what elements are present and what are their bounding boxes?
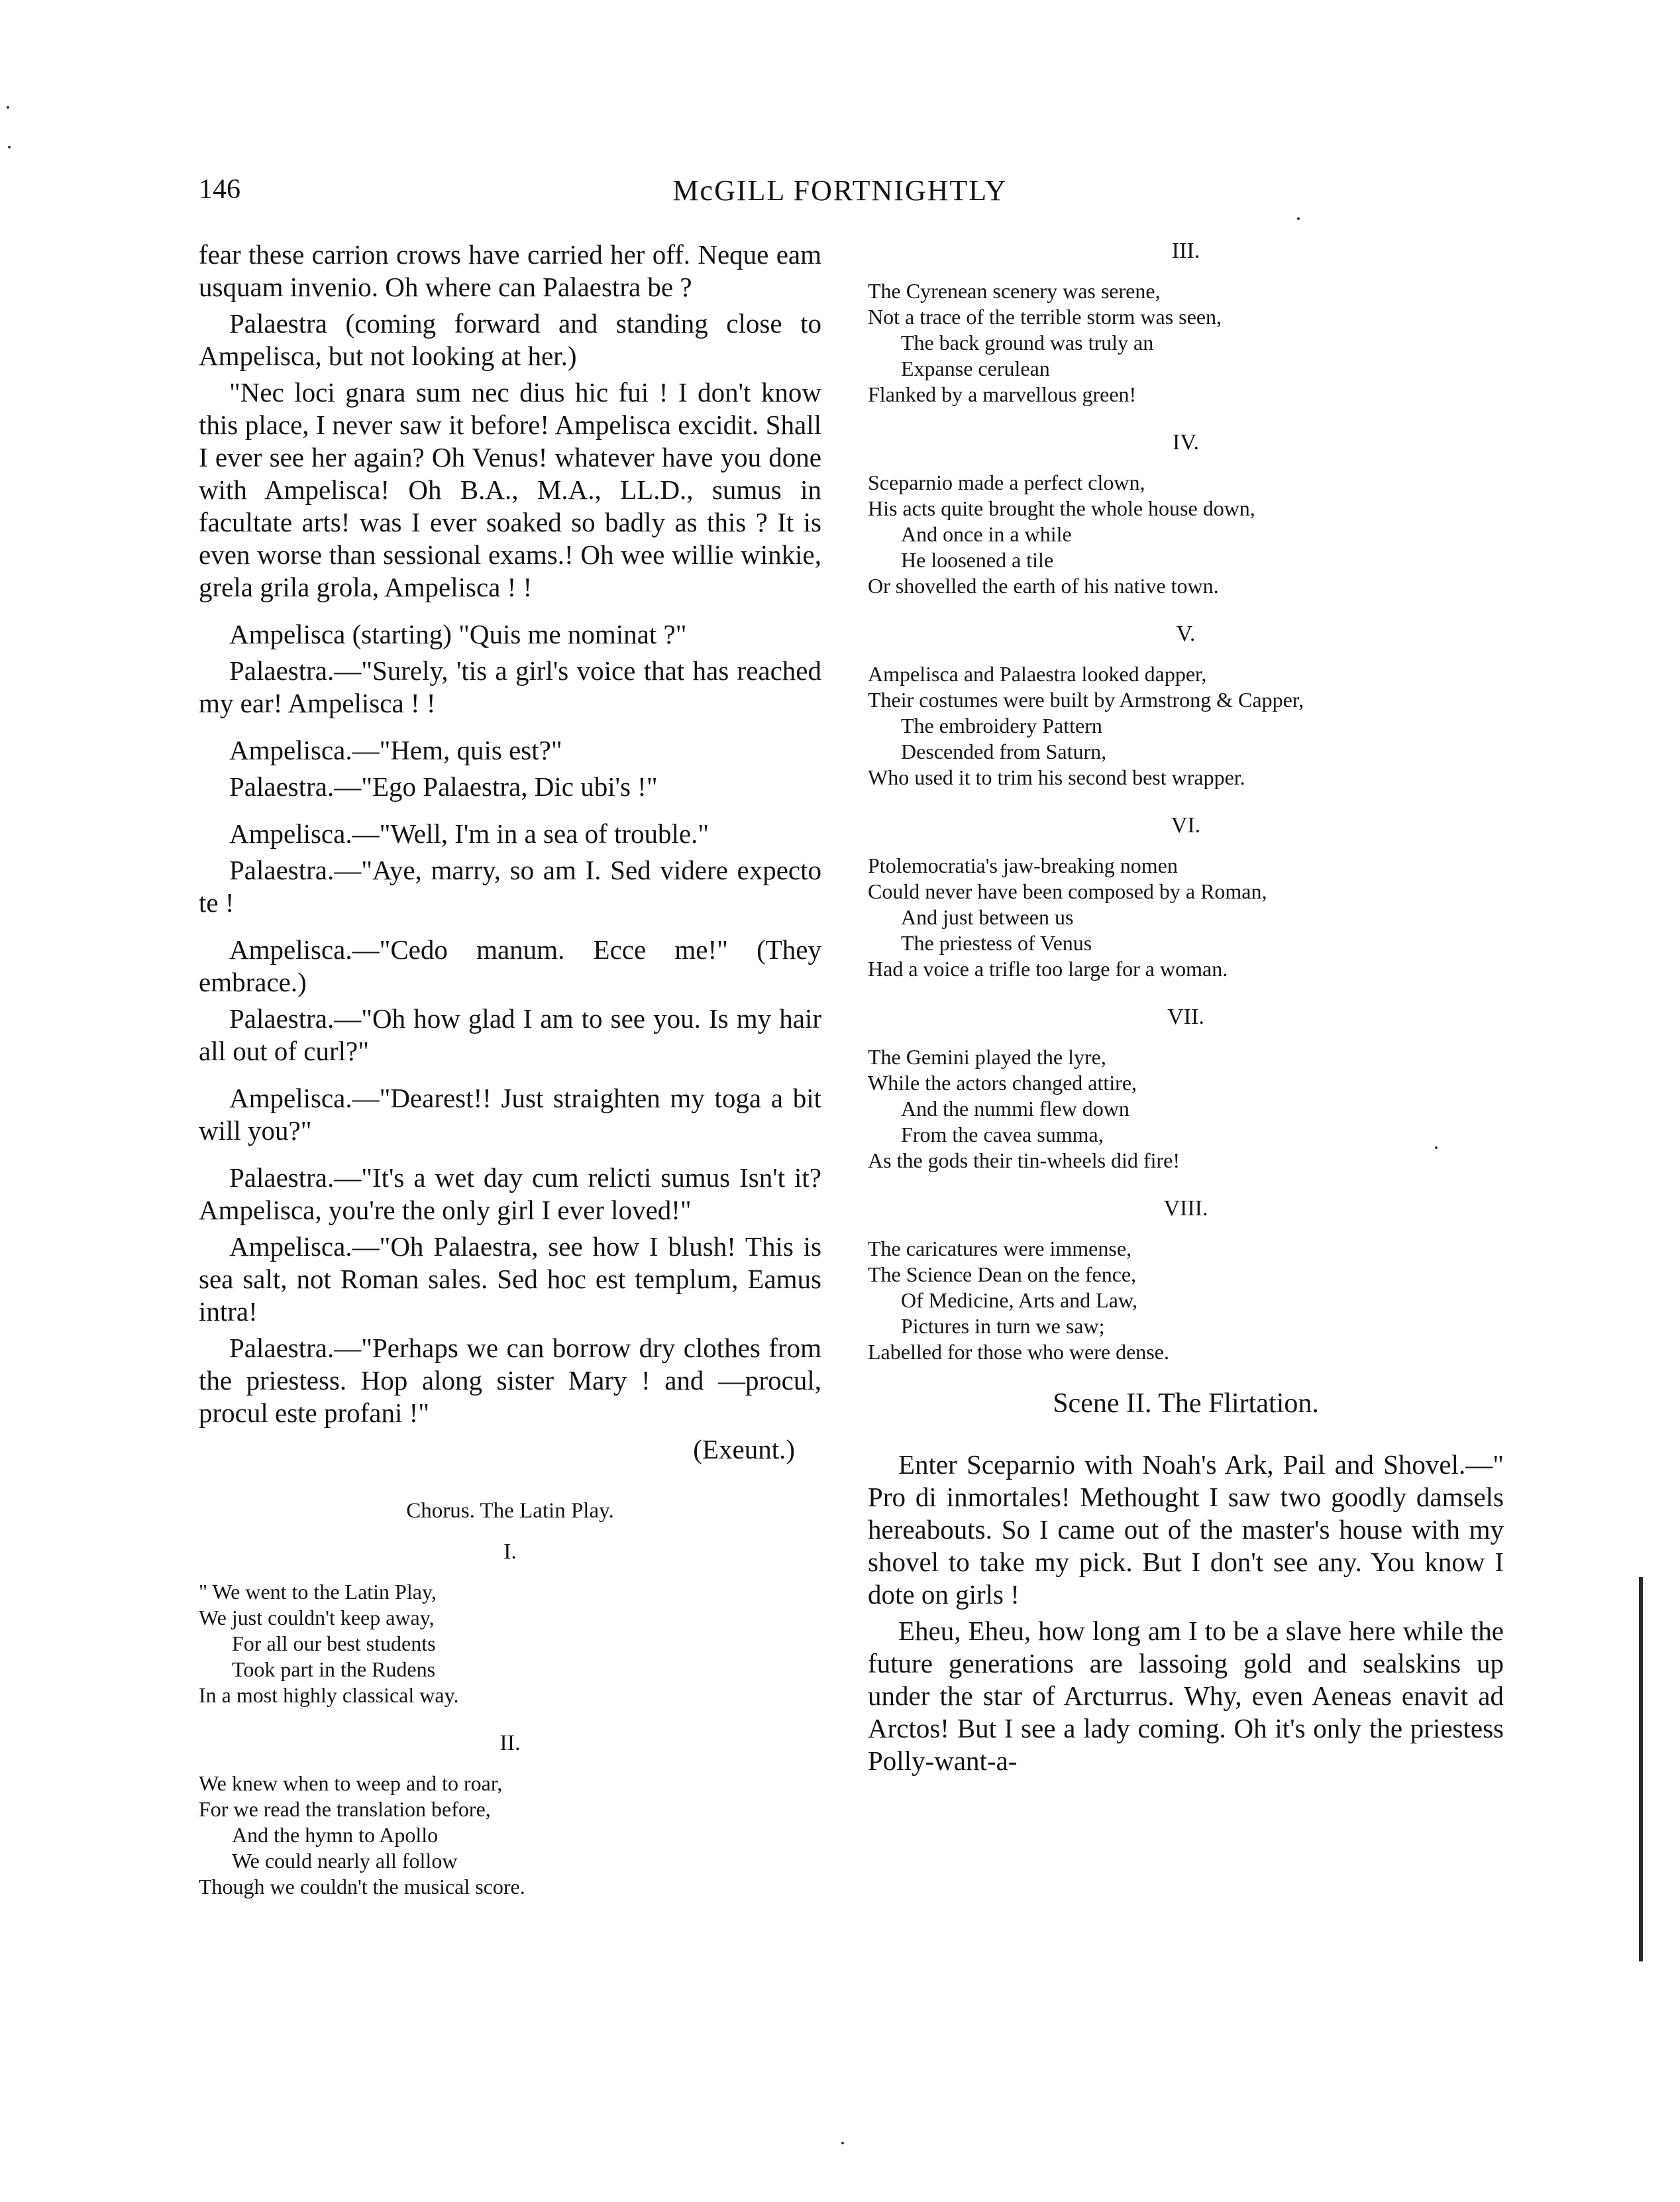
verse-line: The Science Dean on the fence,	[868, 1262, 1137, 1286]
paragraph: Ampelisca.—"Hem, quis est?"	[229, 735, 562, 765]
verse-line: Ptolemocratia's jaw-breaking nomen	[868, 853, 1178, 877]
verse-line: The Gemini played the lyre,	[868, 1045, 1106, 1069]
stanza	[868, 1236, 1504, 1365]
verse-line: And once in a while	[901, 522, 1072, 546]
verse-line: In a most highly classical way.	[199, 1683, 459, 1707]
paragraph: Ampelisca.—"Dearest!! Just straighten my toga a bit will you?"	[199, 1083, 821, 1146]
stanza	[868, 470, 1504, 599]
verse-line: While the actors changed attire,	[868, 1071, 1137, 1095]
verse-line: Sceparnio made a perfect clown,	[868, 470, 1145, 494]
paragraph: Palaestra.—"Oh how glad I am to see you. Is my hair all out of curl?"	[199, 1003, 821, 1066]
page-header	[0, 174, 1680, 220]
print-speck	[1435, 1146, 1438, 1149]
stanza	[199, 1771, 821, 1900]
stanza-numeral: VIII.	[1163, 1196, 1208, 1221]
stanza-numeral: I.	[503, 1539, 517, 1564]
paragraph: Palaestra.—"It's a wet day cum relicti sumus Isn't it? Ampelisca, you're the only girl I ever loved!"	[199, 1162, 821, 1225]
verse-line: Could never have been composed by a Roman,	[868, 879, 1267, 903]
stage-direction: (Exeunt.)	[693, 1434, 795, 1464]
stanza-numeral: VII.	[1167, 1005, 1204, 1029]
paragraph: Ampelisca.—"Cedo manum. Ecce me!" (They embrace.)	[199, 934, 821, 997]
stanza-numeral: V.	[1176, 622, 1196, 646]
paragraph: Enter Sceparnio with Noah's Ark, Pail and Shovel.—" Pro di inmortales! Methought I saw two goodly damsels hereabouts. So I came out of the master's house with my shovel to take my pick. But I don't see any. You know I dote on girls !	[868, 1449, 1504, 1610]
verse-line: And the nummi flew down	[901, 1097, 1129, 1121]
verse-line: Or shovelled the earth of his native town.	[868, 574, 1219, 598]
verse-line: The priestess of Venus	[901, 931, 1092, 955]
stanza	[868, 1044, 1504, 1174]
stanza	[868, 278, 1504, 408]
verse-line: Though we couldn't the musical score.	[199, 1875, 525, 1899]
verse-line: And the hymn to Apollo	[232, 1823, 439, 1847]
print-speck	[8, 146, 11, 148]
verse-line: As the gods their tin-wheels did fire!	[868, 1148, 1180, 1172]
chorus-heading: Chorus. The Latin Play.	[406, 1499, 614, 1523]
paragraph: Ampelisca.—"Oh Palaestra, see how I blush! This is sea salt, not Roman sales. Sed hoc est templum, Eamus intra!	[199, 1231, 821, 1327]
verse-line: We knew when to weep and to roar,	[199, 1771, 503, 1795]
verse-line: Expanse cerulean	[901, 357, 1050, 380]
print-speck	[1297, 217, 1300, 220]
paragraph: Palaestra.—"Perhaps we can borrow dry clothes from the priestess. Hop along sister Mary ! and —procul, procul este profani !"	[199, 1333, 821, 1428]
paragraph: fear these carrion crows have carried her off. Neque eam usquam invenio. Oh where can Palaestra be ?	[199, 239, 821, 302]
paragraph: "Nec loci gnara sum nec dius hic fui ! I don't know this place, I never saw it before! Ampelisca excidit. Shall I ever see her again? Oh Venus! whatever have you done with Ampelisca! Oh B.A., M.A., LL.D., sumus in facultate arts! was I ever soaked so badly as this ? It is even worse than sessional exams.! Oh wee willie winkie, grela grila grola, Ampelisca ! !	[199, 377, 821, 602]
verse-line: For we read the translation before,	[199, 1797, 491, 1821]
right-column	[868, 239, 1504, 1781]
verse-line: The embroidery Pattern	[901, 714, 1102, 738]
verse-line: From the cavea summa,	[901, 1123, 1104, 1146]
verse-line: Ampelisca and Palaestra looked dapper,	[868, 662, 1207, 686]
paragraph: Ampelisca.—"Well, I'm in a sea of trouble."	[229, 818, 709, 849]
verse-line: Took part in the Rudens	[232, 1657, 436, 1681]
verse-line: We just couldn't keep away,	[199, 1606, 435, 1629]
verse-line: The Cyrenean scenery was serene,	[868, 279, 1161, 303]
verse-line: His acts quite brought the whole house down,	[868, 496, 1255, 520]
left-column	[199, 239, 821, 1922]
verse-line: Pictures in turn we saw;	[901, 1314, 1105, 1338]
print-speck	[7, 106, 9, 109]
print-speck	[841, 2142, 844, 2144]
stanza	[868, 661, 1504, 791]
paragraph: Palaestra.—"Surely, 'tis a girl's voice that has reached my ear! Ampelisca ! !	[199, 655, 821, 718]
verse-line: Flanked by a marvellous green!	[868, 382, 1137, 406]
verse-line: Descended from Saturn,	[901, 740, 1107, 763]
stanza-numeral: II.	[499, 1731, 521, 1755]
page-number: 146	[199, 174, 240, 205]
verse-line: " We went to the Latin Play,	[199, 1580, 437, 1604]
stanza	[868, 853, 1504, 982]
stanza-numeral: III.	[1171, 239, 1200, 263]
paragraph: Palaestra.—"Aye, marry, so am I. Sed videre expecto te !	[199, 855, 821, 918]
verse-line: Of Medicine, Arts and Law,	[901, 1288, 1137, 1312]
verse-line: Not a trace of the terrible storm was seen,	[868, 305, 1222, 329]
stanza-numeral: IV.	[1173, 430, 1199, 455]
verse-line: And just between us	[901, 905, 1074, 929]
verse-line: Had a voice a trifle too large for a woman.	[868, 957, 1228, 981]
verse-line: Who used it to trim his second best wrapper.	[868, 765, 1245, 789]
paragraph: Palaestra (coming forward and standing close to Ampelisca, but not looking at her.)	[199, 308, 821, 371]
verse-line: We could nearly all follow	[232, 1849, 458, 1873]
stanza	[199, 1579, 821, 1708]
paragraph: Eheu, Eheu, how long am I to be a slave here while the future generations are lassoing gold and sealskins up under the star of Arcturrus. Why, even Aeneas enavit ad Arctos! But I see a lady coming. Oh it's only the priestess Polly-want-a-	[868, 1616, 1504, 1776]
verse-line: Their costumes were built by Armstrong & Capper,	[868, 688, 1304, 712]
scene-title: Scene II. The Flirtation.	[1053, 1388, 1319, 1419]
running-title: McGILL FORTNIGHTLY	[672, 174, 1008, 207]
verse-line: For all our best students	[232, 1631, 436, 1655]
verse-line: The back ground was truly an	[901, 331, 1154, 355]
stanza-numeral: VI.	[1171, 813, 1201, 838]
verse-line: Labelled for those who were dense.	[868, 1340, 1169, 1364]
margin-rule	[1639, 1577, 1643, 1961]
paragraph: Palaestra.—"Ego Palaestra, Dic ubi's !"	[229, 771, 658, 802]
paragraph: Ampelisca (starting) "Quis me nominat ?"	[229, 619, 687, 649]
verse-line: He loosened a tile	[901, 548, 1054, 572]
verse-line: The caricatures were immense,	[868, 1237, 1132, 1260]
